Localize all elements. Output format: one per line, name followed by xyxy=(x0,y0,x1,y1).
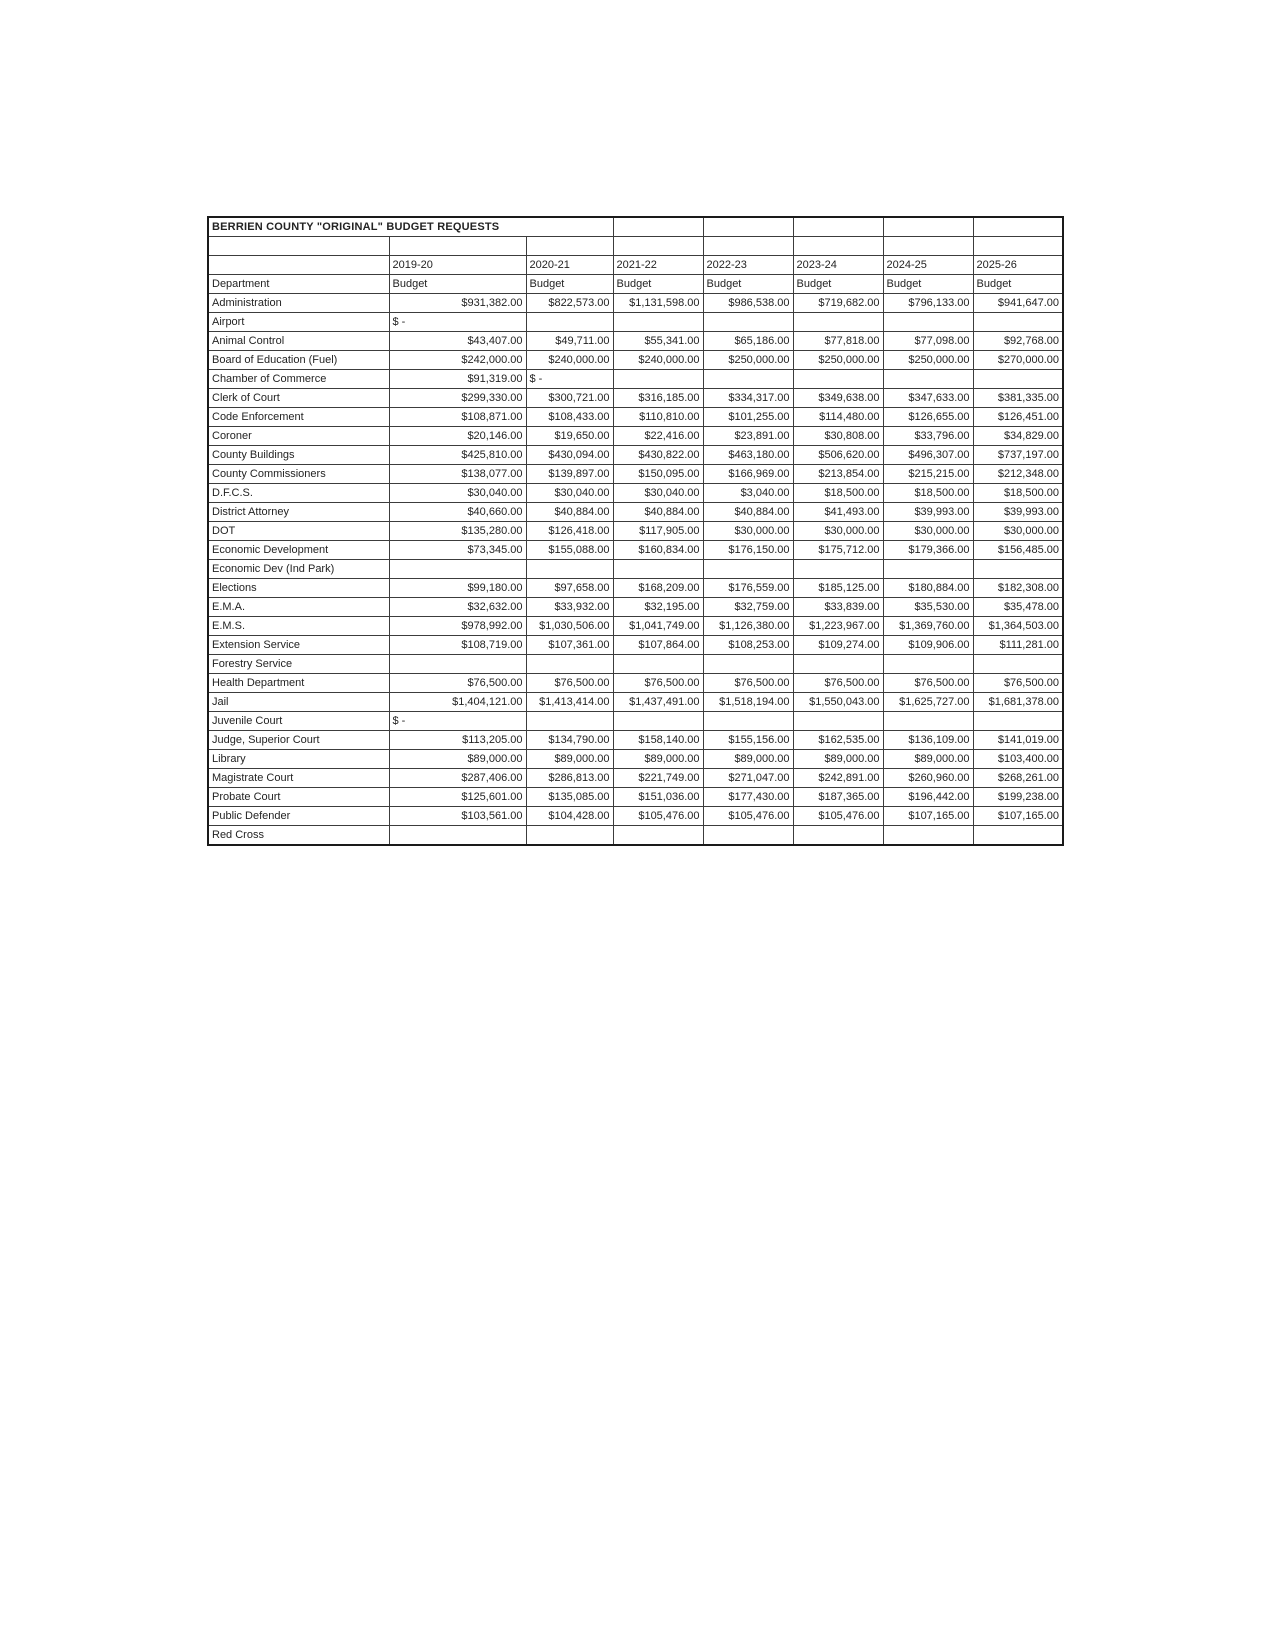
budget-value-cell: $114,480.00 xyxy=(793,408,883,427)
budget-value-cell xyxy=(613,712,703,731)
empty-cell xyxy=(793,217,883,237)
budget-value-cell: $40,660.00 xyxy=(389,503,526,522)
budget-value-cell: $179,366.00 xyxy=(883,541,973,560)
budget-value-cell: $30,000.00 xyxy=(973,522,1063,541)
table-row xyxy=(208,522,1063,541)
budget-value-cell xyxy=(973,826,1063,846)
table-row xyxy=(208,788,1063,807)
budget-value-cell xyxy=(793,826,883,846)
budget-value-cell: $76,500.00 xyxy=(389,674,526,693)
table-row xyxy=(208,503,1063,522)
budget-value-cell: $125,601.00 xyxy=(389,788,526,807)
budget-value-cell: $22,416.00 xyxy=(613,427,703,446)
budget-value-cell: $107,165.00 xyxy=(973,807,1063,826)
budget-value-cell xyxy=(613,313,703,332)
budget-value-cell: $34,829.00 xyxy=(973,427,1063,446)
budget-value-cell xyxy=(703,313,793,332)
budget-value-cell xyxy=(793,313,883,332)
budget-value-cell: $89,000.00 xyxy=(613,750,703,769)
budget-value-cell: $349,638.00 xyxy=(793,389,883,408)
budget-header: Budget xyxy=(793,275,883,294)
year-header: 2023-24 xyxy=(793,256,883,275)
budget-value-cell: $18,500.00 xyxy=(793,484,883,503)
budget-value-cell: $ - xyxy=(389,313,526,332)
department-cell: County Buildings xyxy=(208,446,389,465)
budget-value-cell: $35,530.00 xyxy=(883,598,973,617)
table-row xyxy=(208,769,1063,788)
budget-value-cell xyxy=(883,313,973,332)
budget-value-cell xyxy=(973,655,1063,674)
budget-value-cell: $126,451.00 xyxy=(973,408,1063,427)
table-row xyxy=(208,351,1063,370)
budget-value-cell: $199,238.00 xyxy=(973,788,1063,807)
department-cell: Library xyxy=(208,750,389,769)
department-cell: Chamber of Commerce xyxy=(208,370,389,389)
department-cell: Economic Development xyxy=(208,541,389,560)
budget-value-cell xyxy=(526,655,613,674)
budget-value-cell: $103,561.00 xyxy=(389,807,526,826)
budget-value-cell: $1,364,503.00 xyxy=(973,617,1063,636)
year-header: 2022-23 xyxy=(703,256,793,275)
column-header-row xyxy=(208,275,1063,294)
department-cell: E.M.S. xyxy=(208,617,389,636)
budget-value-cell: $1,625,727.00 xyxy=(883,693,973,712)
budget-value-cell: $113,205.00 xyxy=(389,731,526,750)
budget-value-cell: $135,280.00 xyxy=(389,522,526,541)
budget-value-cell: $1,518,194.00 xyxy=(703,693,793,712)
empty-cell xyxy=(613,217,703,237)
budget-value-cell: $91,319.00 xyxy=(389,370,526,389)
budget-value-cell: $430,094.00 xyxy=(526,446,613,465)
budget-value-cell: $134,790.00 xyxy=(526,731,613,750)
budget-value-cell: $138,077.00 xyxy=(389,465,526,484)
budget-value-cell: $40,884.00 xyxy=(703,503,793,522)
table-row xyxy=(208,427,1063,446)
department-cell: Health Department xyxy=(208,674,389,693)
year-header-row xyxy=(208,256,1063,275)
budget-value-cell: $107,165.00 xyxy=(883,807,973,826)
table-row xyxy=(208,693,1063,712)
year-header: 2024-25 xyxy=(883,256,973,275)
budget-value-cell: $108,253.00 xyxy=(703,636,793,655)
budget-value-cell: $35,478.00 xyxy=(973,598,1063,617)
budget-value-cell xyxy=(526,826,613,846)
budget-value-cell: $30,808.00 xyxy=(793,427,883,446)
budget-value-cell: $240,000.00 xyxy=(613,351,703,370)
budget-value-cell: $242,891.00 xyxy=(793,769,883,788)
year-header: 2019-20 xyxy=(389,256,526,275)
budget-value-cell: $103,400.00 xyxy=(973,750,1063,769)
budget-value-cell: $49,711.00 xyxy=(526,332,613,351)
empty-cell xyxy=(883,217,973,237)
department-cell: Judge, Superior Court xyxy=(208,731,389,750)
budget-value-cell: $126,418.00 xyxy=(526,522,613,541)
empty-cell xyxy=(703,217,793,237)
budget-value-cell: $30,040.00 xyxy=(613,484,703,503)
empty-cell xyxy=(703,237,793,256)
budget-value-cell: $33,839.00 xyxy=(793,598,883,617)
budget-value-cell: $109,906.00 xyxy=(883,636,973,655)
budget-value-cell: $1,550,043.00 xyxy=(793,693,883,712)
budget-value-cell: $105,476.00 xyxy=(793,807,883,826)
budget-value-cell xyxy=(389,560,526,579)
budget-value-cell: $187,365.00 xyxy=(793,788,883,807)
budget-value-cell: $104,428.00 xyxy=(526,807,613,826)
budget-value-cell xyxy=(883,370,973,389)
budget-value-cell: $215,215.00 xyxy=(883,465,973,484)
budget-value-cell: $89,000.00 xyxy=(526,750,613,769)
year-header: 2020-21 xyxy=(526,256,613,275)
table-row xyxy=(208,731,1063,750)
budget-value-cell xyxy=(703,712,793,731)
budget-value-cell: $978,992.00 xyxy=(389,617,526,636)
budget-value-cell: $97,658.00 xyxy=(526,579,613,598)
budget-value-cell: $1,041,749.00 xyxy=(613,617,703,636)
budget-value-cell: $260,960.00 xyxy=(883,769,973,788)
budget-value-cell xyxy=(883,712,973,731)
budget-value-cell: $1,413,414.00 xyxy=(526,693,613,712)
budget-value-cell xyxy=(613,370,703,389)
budget-value-cell: $89,000.00 xyxy=(389,750,526,769)
table-row xyxy=(208,389,1063,408)
budget-value-cell: $250,000.00 xyxy=(883,351,973,370)
year-header: 2025-26 xyxy=(973,256,1063,275)
budget-value-cell: $107,864.00 xyxy=(613,636,703,655)
spreadsheet-document xyxy=(207,216,1064,846)
budget-value-cell xyxy=(973,560,1063,579)
empty-cell xyxy=(389,237,526,256)
budget-value-cell xyxy=(883,826,973,846)
department-cell: District Attorney xyxy=(208,503,389,522)
department-cell: Coroner xyxy=(208,427,389,446)
budget-value-cell: $89,000.00 xyxy=(703,750,793,769)
budget-value-cell: $268,261.00 xyxy=(973,769,1063,788)
table-row xyxy=(208,484,1063,503)
table-row xyxy=(208,674,1063,693)
budget-value-cell xyxy=(793,370,883,389)
budget-value-cell: $180,884.00 xyxy=(883,579,973,598)
budget-value-cell: $177,430.00 xyxy=(703,788,793,807)
budget-value-cell xyxy=(526,560,613,579)
budget-table xyxy=(207,216,1064,846)
budget-value-cell: $176,559.00 xyxy=(703,579,793,598)
budget-value-cell: $155,088.00 xyxy=(526,541,613,560)
budget-value-cell: $213,854.00 xyxy=(793,465,883,484)
department-cell: Economic Dev (Ind Park) xyxy=(208,560,389,579)
empty-cell xyxy=(208,256,389,275)
budget-value-cell: $55,341.00 xyxy=(613,332,703,351)
budget-header: Budget xyxy=(389,275,526,294)
budget-value-cell xyxy=(703,370,793,389)
budget-value-cell: $76,500.00 xyxy=(613,674,703,693)
budget-value-cell: $250,000.00 xyxy=(793,351,883,370)
table-row xyxy=(208,655,1063,674)
budget-value-cell xyxy=(703,655,793,674)
budget-value-cell: $196,442.00 xyxy=(883,788,973,807)
department-cell: Elections xyxy=(208,579,389,598)
department-cell: DOT xyxy=(208,522,389,541)
budget-value-cell: $212,348.00 xyxy=(973,465,1063,484)
budget-value-cell: $1,131,598.00 xyxy=(613,294,703,313)
department-cell: Juvenile Court xyxy=(208,712,389,731)
budget-value-cell: $719,682.00 xyxy=(793,294,883,313)
budget-value-cell xyxy=(613,560,703,579)
budget-value-cell xyxy=(703,560,793,579)
budget-value-cell xyxy=(526,712,613,731)
department-cell: Probate Court xyxy=(208,788,389,807)
department-cell: Clerk of Court xyxy=(208,389,389,408)
budget-value-cell: $496,307.00 xyxy=(883,446,973,465)
empty-cell xyxy=(883,237,973,256)
budget-value-cell: $1,404,121.00 xyxy=(389,693,526,712)
department-cell: Code Enforcement xyxy=(208,408,389,427)
budget-value-cell: $158,140.00 xyxy=(613,731,703,750)
department-cell: Animal Control xyxy=(208,332,389,351)
budget-value-cell: $108,871.00 xyxy=(389,408,526,427)
budget-value-cell: $18,500.00 xyxy=(973,484,1063,503)
budget-value-cell: $65,186.00 xyxy=(703,332,793,351)
budget-value-cell: $108,433.00 xyxy=(526,408,613,427)
year-header: 2021-22 xyxy=(613,256,703,275)
empty-cell xyxy=(793,237,883,256)
budget-value-cell: $ - xyxy=(389,712,526,731)
budget-value-cell: $737,197.00 xyxy=(973,446,1063,465)
budget-value-cell: $300,721.00 xyxy=(526,389,613,408)
department-cell: Board of Education (Fuel) xyxy=(208,351,389,370)
department-cell: Forestry Service xyxy=(208,655,389,674)
budget-value-cell: $40,884.00 xyxy=(613,503,703,522)
budget-value-cell: $111,281.00 xyxy=(973,636,1063,655)
budget-value-cell: $76,500.00 xyxy=(973,674,1063,693)
budget-value-cell: $1,369,760.00 xyxy=(883,617,973,636)
budget-value-cell: $986,538.00 xyxy=(703,294,793,313)
budget-header: Budget xyxy=(613,275,703,294)
department-cell: County Commissioners xyxy=(208,465,389,484)
budget-header: Budget xyxy=(883,275,973,294)
budget-value-cell xyxy=(389,826,526,846)
budget-value-cell: $1,437,491.00 xyxy=(613,693,703,712)
table-row xyxy=(208,579,1063,598)
title-row xyxy=(208,217,1063,237)
budget-value-cell: $101,255.00 xyxy=(703,408,793,427)
budget-value-cell xyxy=(613,826,703,846)
budget-value-cell: $105,476.00 xyxy=(703,807,793,826)
budget-value-cell: $126,655.00 xyxy=(883,408,973,427)
budget-value-cell: $150,095.00 xyxy=(613,465,703,484)
budget-value-cell: $39,993.00 xyxy=(883,503,973,522)
empty-cell xyxy=(973,217,1063,237)
empty-cell xyxy=(613,237,703,256)
budget-value-cell: $141,019.00 xyxy=(973,731,1063,750)
budget-value-cell: $430,822.00 xyxy=(613,446,703,465)
budget-value-cell: $92,768.00 xyxy=(973,332,1063,351)
department-cell: Public Defender xyxy=(208,807,389,826)
budget-value-cell: $1,223,967.00 xyxy=(793,617,883,636)
budget-value-cell xyxy=(389,655,526,674)
budget-value-cell: $39,993.00 xyxy=(973,503,1063,522)
budget-value-cell: $182,308.00 xyxy=(973,579,1063,598)
budget-value-cell xyxy=(793,712,883,731)
budget-value-cell: $299,330.00 xyxy=(389,389,526,408)
department-cell: E.M.A. xyxy=(208,598,389,617)
budget-value-cell: $32,195.00 xyxy=(613,598,703,617)
department-header: Department xyxy=(208,275,389,294)
budget-value-cell: $30,000.00 xyxy=(793,522,883,541)
budget-value-cell: $19,650.00 xyxy=(526,427,613,446)
budget-value-cell xyxy=(526,313,613,332)
budget-value-cell: $347,633.00 xyxy=(883,389,973,408)
budget-value-cell: $33,932.00 xyxy=(526,598,613,617)
budget-value-cell: $30,040.00 xyxy=(526,484,613,503)
budget-value-cell: $1,126,380.00 xyxy=(703,617,793,636)
table-row xyxy=(208,332,1063,351)
budget-value-cell: $175,712.00 xyxy=(793,541,883,560)
table-row xyxy=(208,294,1063,313)
budget-value-cell: $43,407.00 xyxy=(389,332,526,351)
budget-value-cell: $109,274.00 xyxy=(793,636,883,655)
budget-value-cell: $30,000.00 xyxy=(883,522,973,541)
table-row xyxy=(208,313,1063,332)
budget-value-cell: $941,647.00 xyxy=(973,294,1063,313)
table-row xyxy=(208,826,1063,846)
department-cell: Jail xyxy=(208,693,389,712)
budget-value-cell: $822,573.00 xyxy=(526,294,613,313)
budget-value-cell: $316,185.00 xyxy=(613,389,703,408)
budget-value-cell: $23,891.00 xyxy=(703,427,793,446)
budget-value-cell: $796,133.00 xyxy=(883,294,973,313)
department-cell: Airport xyxy=(208,313,389,332)
budget-value-cell: $117,905.00 xyxy=(613,522,703,541)
budget-value-cell: $77,818.00 xyxy=(793,332,883,351)
budget-value-cell: $425,810.00 xyxy=(389,446,526,465)
budget-value-cell: $463,180.00 xyxy=(703,446,793,465)
budget-value-cell: $30,040.00 xyxy=(389,484,526,503)
budget-header: Budget xyxy=(703,275,793,294)
budget-value-cell: $110,810.00 xyxy=(613,408,703,427)
budget-value-cell xyxy=(973,313,1063,332)
table-row xyxy=(208,560,1063,579)
budget-value-cell: $40,884.00 xyxy=(526,503,613,522)
budget-value-cell: $99,180.00 xyxy=(389,579,526,598)
budget-value-cell xyxy=(793,560,883,579)
budget-value-cell: $41,493.00 xyxy=(793,503,883,522)
table-title: BERRIEN COUNTY "ORIGINAL" BUDGET REQUESTS xyxy=(208,217,613,237)
budget-value-cell xyxy=(613,655,703,674)
budget-value-cell: $381,335.00 xyxy=(973,389,1063,408)
budget-value-cell xyxy=(883,560,973,579)
table-row xyxy=(208,408,1063,427)
budget-value-cell: $3,040.00 xyxy=(703,484,793,503)
budget-value-cell: $156,485.00 xyxy=(973,541,1063,560)
empty-cell xyxy=(526,237,613,256)
budget-value-cell: $108,719.00 xyxy=(389,636,526,655)
budget-value-cell: $89,000.00 xyxy=(793,750,883,769)
budget-value-cell: $76,500.00 xyxy=(526,674,613,693)
budget-value-cell: $ - xyxy=(526,370,613,389)
budget-value-cell: $271,047.00 xyxy=(703,769,793,788)
budget-value-cell: $270,000.00 xyxy=(973,351,1063,370)
budget-value-cell: $33,796.00 xyxy=(883,427,973,446)
budget-value-cell: $18,500.00 xyxy=(883,484,973,503)
budget-value-cell xyxy=(703,826,793,846)
department-cell: Extension Service xyxy=(208,636,389,655)
budget-value-cell: $136,109.00 xyxy=(883,731,973,750)
budget-value-cell: $166,969.00 xyxy=(703,465,793,484)
budget-value-cell: $334,317.00 xyxy=(703,389,793,408)
budget-value-cell: $221,749.00 xyxy=(613,769,703,788)
table-row xyxy=(208,370,1063,389)
table-row xyxy=(208,541,1063,560)
budget-value-cell: $76,500.00 xyxy=(883,674,973,693)
table-row xyxy=(208,750,1063,769)
table-row xyxy=(208,636,1063,655)
budget-value-cell: $162,535.00 xyxy=(793,731,883,750)
budget-value-cell xyxy=(883,655,973,674)
table-row xyxy=(208,446,1063,465)
budget-value-cell: $250,000.00 xyxy=(703,351,793,370)
budget-value-cell: $32,632.00 xyxy=(389,598,526,617)
table-row xyxy=(208,465,1063,484)
empty-cell xyxy=(208,237,389,256)
budget-value-cell: $506,620.00 xyxy=(793,446,883,465)
budget-header: Budget xyxy=(526,275,613,294)
budget-value-cell: $151,036.00 xyxy=(613,788,703,807)
budget-value-cell: $76,500.00 xyxy=(793,674,883,693)
budget-value-cell: $1,681,378.00 xyxy=(973,693,1063,712)
department-cell: D.F.C.S. xyxy=(208,484,389,503)
department-cell: Magistrate Court xyxy=(208,769,389,788)
budget-value-cell: $76,500.00 xyxy=(703,674,793,693)
budget-value-cell: $20,146.00 xyxy=(389,427,526,446)
budget-header: Budget xyxy=(973,275,1063,294)
budget-value-cell: $176,150.00 xyxy=(703,541,793,560)
budget-value-cell: $105,476.00 xyxy=(613,807,703,826)
table-row xyxy=(208,712,1063,731)
budget-value-cell xyxy=(973,370,1063,389)
budget-value-cell: $77,098.00 xyxy=(883,332,973,351)
department-cell: Administration xyxy=(208,294,389,313)
budget-value-cell: $32,759.00 xyxy=(703,598,793,617)
budget-value-cell: $1,030,506.00 xyxy=(526,617,613,636)
budget-value-cell: $135,085.00 xyxy=(526,788,613,807)
spacer-row xyxy=(208,237,1063,256)
budget-value-cell: $931,382.00 xyxy=(389,294,526,313)
budget-value-cell: $73,345.00 xyxy=(389,541,526,560)
budget-value-cell: $185,125.00 xyxy=(793,579,883,598)
department-cell: Red Cross xyxy=(208,826,389,846)
budget-value-cell: $240,000.00 xyxy=(526,351,613,370)
table-row xyxy=(208,598,1063,617)
empty-cell xyxy=(973,237,1063,256)
budget-value-cell: $89,000.00 xyxy=(883,750,973,769)
budget-value-cell xyxy=(793,655,883,674)
budget-value-cell: $139,897.00 xyxy=(526,465,613,484)
budget-value-cell: $155,156.00 xyxy=(703,731,793,750)
budget-value-cell xyxy=(973,712,1063,731)
table-row xyxy=(208,807,1063,826)
budget-value-cell: $286,813.00 xyxy=(526,769,613,788)
table-row xyxy=(208,617,1063,636)
budget-value-cell: $160,834.00 xyxy=(613,541,703,560)
budget-value-cell: $287,406.00 xyxy=(389,769,526,788)
budget-value-cell: $168,209.00 xyxy=(613,579,703,598)
budget-value-cell: $30,000.00 xyxy=(703,522,793,541)
budget-value-cell: $107,361.00 xyxy=(526,636,613,655)
budget-value-cell: $242,000.00 xyxy=(389,351,526,370)
